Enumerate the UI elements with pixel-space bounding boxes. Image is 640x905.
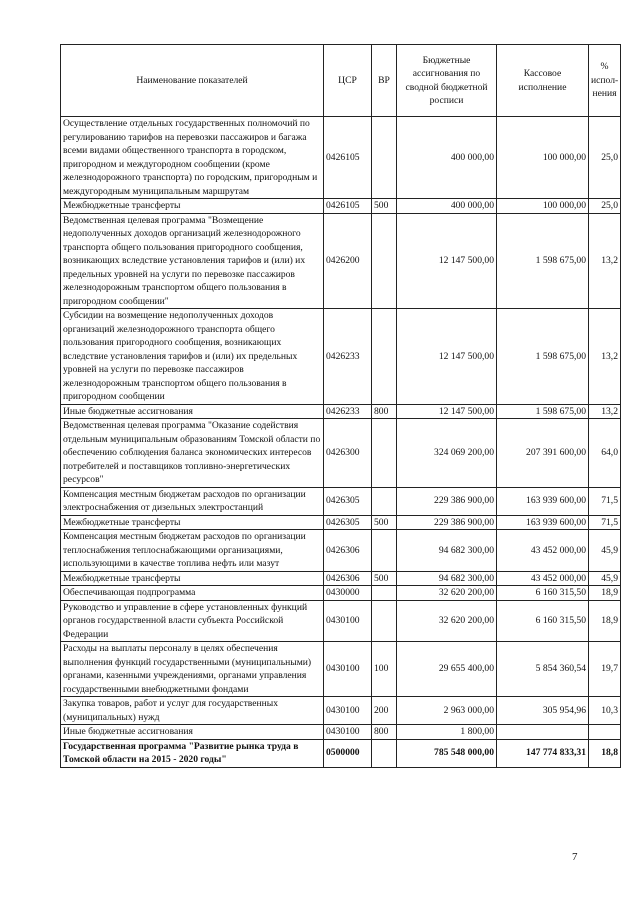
cell-exec: 207 391 600,00 — [497, 419, 589, 488]
cell-name: Ведомственная целевая программа "Оказание содействия отдельным муниципальным образованиям Томской области по обеспечению соблюдения баланса экономических интересов потребителей и поставщиков топливно-энергетических ресурсов" — [61, 419, 324, 488]
header-percent: % испол-нения — [589, 45, 621, 117]
cell-name: Государственная программа "Развитие рынка труда в Томской области на 2015 - 2020 годы" — [61, 739, 324, 767]
cell-pct: 18,9 — [589, 600, 621, 642]
cell-exec: 163 939 600,00 — [497, 515, 589, 530]
header-vr: ВР — [372, 45, 397, 117]
cell-vr — [372, 586, 397, 601]
cell-assign: 2 963 000,00 — [397, 697, 497, 725]
cell-assign: 324 069 200,00 — [397, 419, 497, 488]
cell-name: Межбюджетные трансферты — [61, 571, 324, 586]
table-row — [61, 586, 621, 601]
cell-csr: 0426306 — [324, 530, 372, 572]
cell-vr — [372, 600, 397, 642]
cell-exec: 1 598 675,00 — [497, 309, 589, 405]
cell-exec: 1 598 675,00 — [497, 404, 589, 419]
cell-pct: 71,5 — [589, 515, 621, 530]
cell-assign: 400 000,00 — [397, 117, 497, 199]
cell-assign: 29 655 400,00 — [397, 642, 497, 697]
cell-csr: 0426300 — [324, 419, 372, 488]
table-row — [61, 515, 621, 530]
cell-pct: 45,9 — [589, 571, 621, 586]
cell-vr: 200 — [372, 697, 397, 725]
cell-exec: 6 160 315,50 — [497, 600, 589, 642]
cell-name: Иные бюджетные ассигнования — [61, 404, 324, 419]
table-row — [61, 642, 621, 697]
budget-execution-table — [60, 44, 621, 768]
cell-pct: 13,2 — [589, 404, 621, 419]
cell-pct: 10,3 — [589, 697, 621, 725]
cell-exec: 43 452 000,00 — [497, 571, 589, 586]
cell-pct: 64,0 — [589, 419, 621, 488]
cell-assign: 1 800,00 — [397, 725, 497, 740]
cell-csr: 0430100 — [324, 697, 372, 725]
cell-assign: 32 620 200,00 — [397, 586, 497, 601]
cell-csr: 0430100 — [324, 600, 372, 642]
cell-name: Ведомственная целевая программа "Возмещение недополученных доходов организаций железнодорожного транспорта общего пользования пригородного сообщения, возникающих вследствие установления тарифов и (или) их предельных уровней на услуги по перевозке пассажиров железнодорожным транспортом общего пользования в пригородном сообщении" — [61, 213, 324, 309]
cell-assign: 94 682 300,00 — [397, 571, 497, 586]
cell-vr — [372, 117, 397, 199]
cell-pct: 18,8 — [589, 739, 621, 767]
cell-vr: 800 — [372, 404, 397, 419]
cell-exec: 43 452 000,00 — [497, 530, 589, 572]
header-name: Наименование показателей — [61, 45, 324, 117]
cell-name: Компенсация местным бюджетам расходов по организации электроснабжения от дизельных электростанций — [61, 487, 324, 515]
cell-pct: 25,0 — [589, 117, 621, 199]
cell-csr: 0426200 — [324, 213, 372, 309]
table-row — [61, 404, 621, 419]
cell-assign: 12 147 500,00 — [397, 213, 497, 309]
table-row — [61, 419, 621, 488]
cell-vr: 500 — [372, 571, 397, 586]
cell-csr: 0500000 — [324, 739, 372, 767]
cell-assign: 785 548 000,00 — [397, 739, 497, 767]
cell-vr: 800 — [372, 725, 397, 740]
cell-vr: 500 — [372, 199, 397, 214]
cell-name: Закупка товаров, работ и услуг для государственных (муниципальных) нужд — [61, 697, 324, 725]
table-row — [61, 697, 621, 725]
cell-name: Компенсация местным бюджетам расходов по организации теплоснабжения теплоснабжающими организациями, использующими в качестве топлива нефть или мазут — [61, 530, 324, 572]
header-csr: ЦСР — [324, 45, 372, 117]
table-row — [61, 725, 621, 740]
cell-vr — [372, 739, 397, 767]
cell-exec: 1 598 675,00 — [497, 213, 589, 309]
cell-csr: 0426233 — [324, 309, 372, 405]
cell-assign: 400 000,00 — [397, 199, 497, 214]
table-row — [61, 487, 621, 515]
table-body — [61, 117, 621, 768]
cell-csr: 0426305 — [324, 515, 372, 530]
table-row — [61, 530, 621, 572]
cell-vr — [372, 487, 397, 515]
cell-exec: 5 854 360,54 — [497, 642, 589, 697]
cell-vr — [372, 419, 397, 488]
cell-pct: 25,0 — [589, 199, 621, 214]
table-row — [61, 199, 621, 214]
cell-pct: 45,9 — [589, 530, 621, 572]
cell-pct: 18,9 — [589, 586, 621, 601]
cell-pct: 13,2 — [589, 213, 621, 309]
cell-name: Субсидии на возмещение недополученных доходов организаций железнодорожного транспорта общего пользования пригородного сообщения, возникающих вследствие установления тарифов и (или) их предельных уровней на услуги по перевозке пассажиров железнодорожным транспортом общего пользования в пригородном сообщении — [61, 309, 324, 405]
cell-csr: 0430000 — [324, 586, 372, 601]
cell-csr: 0426305 — [324, 487, 372, 515]
cell-name: Межбюджетные трансферты — [61, 199, 324, 214]
cell-assign: 229 386 900,00 — [397, 515, 497, 530]
cell-csr: 0426105 — [324, 199, 372, 214]
cell-vr: 500 — [372, 515, 397, 530]
cell-pct: 71,5 — [589, 487, 621, 515]
cell-vr — [372, 530, 397, 572]
cell-vr — [372, 213, 397, 309]
table-row — [61, 739, 621, 767]
cell-name: Расходы на выплаты персоналу в целях обеспечения выполнения функций государственными (муниципальными) органами, казенными учреждениями, органами управления государственными внебюджетными фондами — [61, 642, 324, 697]
cell-assign: 32 620 200,00 — [397, 600, 497, 642]
header-assignments: Бюджетные ассигнования по сводной бюджетной росписи — [397, 45, 497, 117]
cell-exec: 100 000,00 — [497, 117, 589, 199]
cell-exec: 163 939 600,00 — [497, 487, 589, 515]
cell-assign: 12 147 500,00 — [397, 309, 497, 405]
cell-assign: 229 386 900,00 — [397, 487, 497, 515]
cell-assign: 94 682 300,00 — [397, 530, 497, 572]
cell-exec: 305 954,96 — [497, 697, 589, 725]
cell-name: Иные бюджетные ассигнования — [61, 725, 324, 740]
table-row — [61, 213, 621, 309]
table-header-row — [61, 45, 621, 117]
table-row — [61, 571, 621, 586]
cell-vr: 100 — [372, 642, 397, 697]
cell-pct — [589, 725, 621, 740]
table-row — [61, 117, 621, 199]
cell-name: Осуществление отдельных государственных полномочий по регулированию тарифов на перевозки пассажиров и багажа всеми видами общественного транспорта в городском, пригородном и междугородном сообщении (кроме железнодорожного транспорта) по городским, пригородным и междугородным муниципальным маршрутам — [61, 117, 324, 199]
cell-name: Руководство и управление в сфере установленных функций органов государственной власти субъекта Российской Федерации — [61, 600, 324, 642]
cell-exec: 147 774 833,31 — [497, 739, 589, 767]
cell-csr: 0430100 — [324, 725, 372, 740]
cell-pct: 13,2 — [589, 309, 621, 405]
cell-vr — [372, 309, 397, 405]
page-number: 7 — [572, 851, 578, 863]
header-cash-execution: Кассовое исполнение — [497, 45, 589, 117]
cell-assign: 12 147 500,00 — [397, 404, 497, 419]
cell-csr: 0426306 — [324, 571, 372, 586]
cell-csr: 0426105 — [324, 117, 372, 199]
cell-exec: 100 000,00 — [497, 199, 589, 214]
cell-csr: 0426233 — [324, 404, 372, 419]
cell-pct: 19,7 — [589, 642, 621, 697]
table-row — [61, 600, 621, 642]
table-row — [61, 309, 621, 405]
cell-name: Обеспечивающая подпрограмма — [61, 586, 324, 601]
cell-exec: 6 160 315,50 — [497, 586, 589, 601]
cell-csr: 0430100 — [324, 642, 372, 697]
cell-name: Межбюджетные трансферты — [61, 515, 324, 530]
cell-exec — [497, 725, 589, 740]
